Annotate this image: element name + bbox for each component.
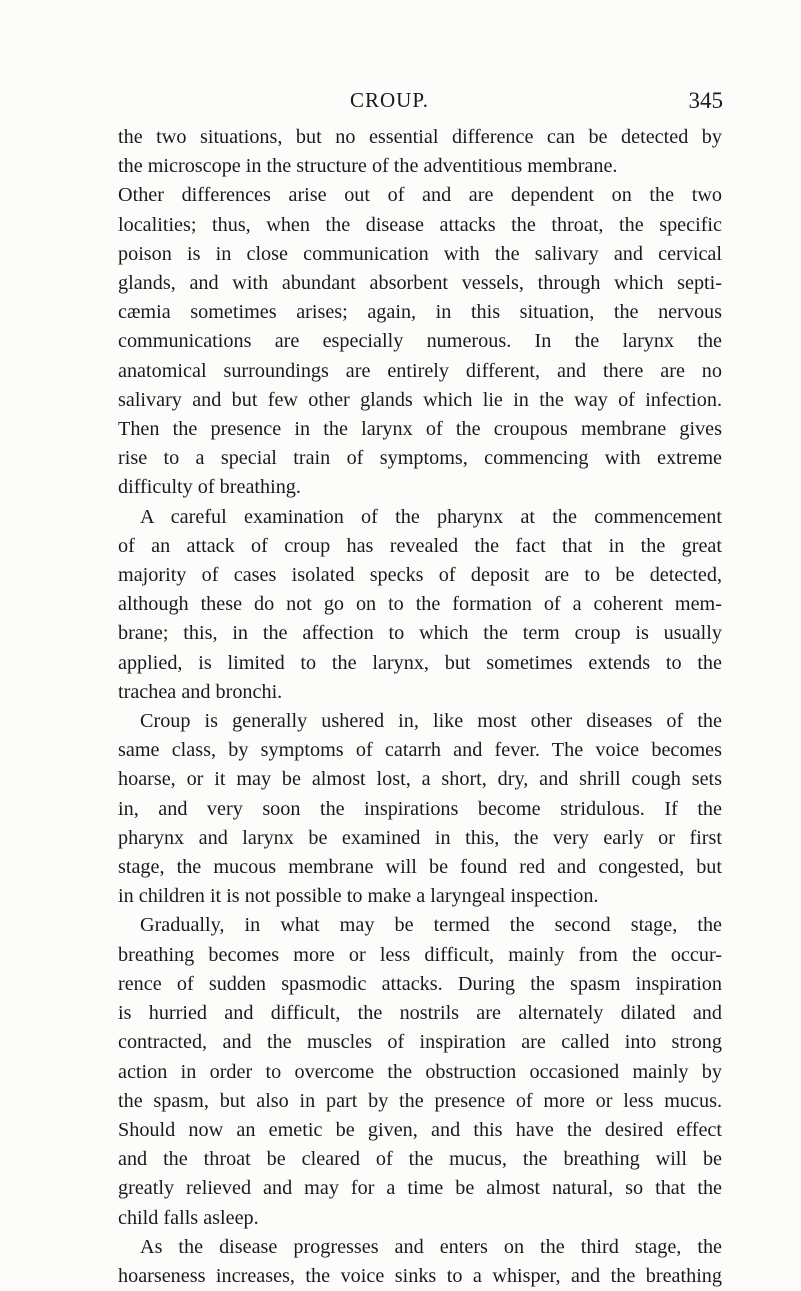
text-line: rence of sudden spasmodic attacks. During the spasm inspiration [118, 972, 722, 995]
paragraph [118, 911, 722, 1232]
paragraph [118, 1233, 722, 1291]
text-line: A careful examination of the pharynx at the commencement [140, 505, 722, 528]
text-line: salivary and but few other glands which lie in the way of infection. [118, 388, 722, 411]
text-line: the microscope in the structure of the adventitious membrane. [118, 155, 618, 178]
body-text [118, 123, 722, 1291]
text-line: rise to a special train of symptoms, commencing with extreme [118, 447, 722, 470]
text-line: same class, by symptoms of catarrh and fever. The voice becomes [118, 739, 722, 762]
paragraph [118, 707, 722, 911]
text-line: glands, and with abundant absorbent vessels, through which septi- [118, 272, 722, 295]
running-head [0, 88, 801, 118]
text-line: hoarse, or it may be almost lost, a short, dry, and shrill cough sets [118, 768, 722, 791]
text-line: Should now an emetic be given, and this have the desired effect [118, 1118, 722, 1141]
text-line: trachea and bronchi. [118, 680, 283, 703]
text-line: in, and very soon the inspirations become stridulous. If the [118, 797, 722, 820]
text-line: difficulty of breathing. [118, 476, 301, 499]
text-line: is hurried and difficult, the nostrils are alternately dilated and [118, 1002, 722, 1025]
text-line: in children it is not possible to make a laryngeal inspection. [118, 885, 599, 908]
text-line: although these do not go on to the formation of a coherent mem- [118, 593, 722, 616]
text-line: Then the presence in the larynx of the croupous membrane gives [118, 418, 722, 441]
text-line: pharynx and larynx be examined in this, the very early or first [118, 826, 722, 849]
text-line: contracted, and the muscles of inspiration are called into strong [118, 1031, 722, 1054]
text-line: Other differences arise out of and are dependent on the two [118, 184, 722, 207]
text-line: Croup is generally ushered in, like most other diseases of the [140, 710, 722, 733]
text-line: anatomical surroundings are entirely different, and there are no [118, 359, 722, 382]
text-line: communications are especially numerous. In the larynx the [118, 330, 722, 353]
text-line: majority of cases isolated specks of deposit are to be detected, [118, 564, 722, 587]
text-line: the spasm, but also in part by the presence of more or less mucus. [118, 1089, 722, 1112]
text-line: greatly relieved and may for a time be almost natural, so that the [118, 1177, 722, 1200]
running-title: CROUP. [350, 88, 429, 112]
page-number: 345 [688, 88, 723, 113]
text-line: localities; thus, when the disease attacks the throat, the specific [118, 213, 722, 236]
text-line: breathing becomes more or less difficult, mainly from the occur- [118, 943, 722, 966]
text-line: stage, the mucous membrane will be found red and congested, but [118, 856, 722, 879]
text-line: action in order to overcome the obstruction occasioned mainly by [118, 1060, 722, 1083]
paragraph [118, 503, 722, 707]
text-line: child falls asleep. [118, 1206, 259, 1229]
text-line: brane; this, in the affection to which the term croup is usually [118, 622, 722, 645]
paragraph-continued [118, 123, 722, 503]
text-line: poison is in close communication with the salivary and cervical [118, 242, 722, 265]
text-line: As the disease progresses and enters on the third stage, the [140, 1235, 722, 1258]
text-line: applied, is limited to the larynx, but sometimes extends to the [118, 651, 722, 674]
text-line: and the throat be cleared of the mucus, the breathing will be [118, 1148, 722, 1171]
text-line: Gradually, in what may be termed the second stage, the [140, 914, 722, 937]
text-line: of an attack of croup has revealed the fact that in the great [118, 534, 722, 557]
text-line: cæmia sometimes arises; again, in this situation, the nervous [118, 301, 722, 324]
text-line: hoarseness increases, the voice sinks to a whisper, and the breathing [118, 1264, 722, 1287]
text-line: the two situations, but no essential difference can be detected by [118, 126, 722, 148]
